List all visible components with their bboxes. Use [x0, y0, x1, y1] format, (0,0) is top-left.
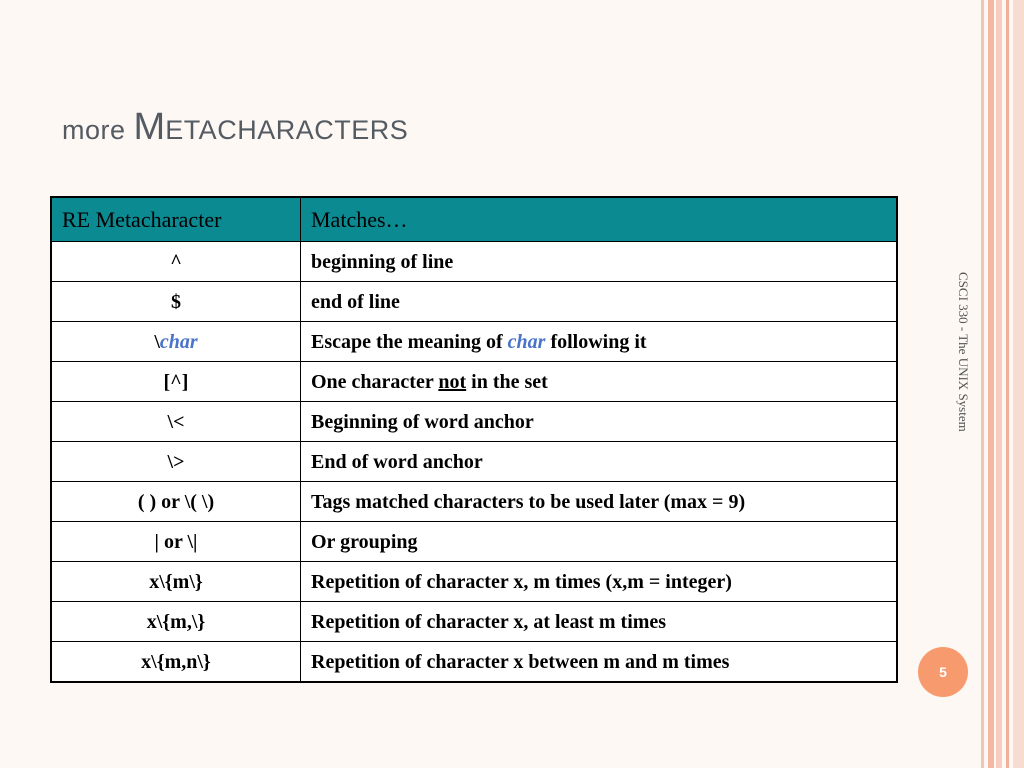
matches-cell: Repetition of character x, m times (x,m = integer) [301, 562, 898, 602]
table-row [51, 482, 897, 522]
table-row [51, 642, 897, 683]
matches-cell: Tags matched characters to be used later (max = 9) [301, 482, 898, 522]
page-number-badge: 5 [918, 647, 968, 697]
matches-italic: char [507, 330, 546, 353]
matches-cell: End of word anchor [301, 442, 898, 482]
matches-pre: One character [311, 370, 439, 393]
title-rest: ETACHARACTERS [165, 115, 409, 145]
table-row [51, 522, 897, 562]
table-row [51, 242, 897, 282]
decor-stripe [988, 0, 994, 768]
meta-cell: $ [51, 282, 301, 322]
matches-cell: Repetition of character x between m and m times [301, 642, 898, 683]
matches-cell: Or grouping [301, 522, 898, 562]
matches-cell [301, 322, 898, 362]
decor-stripe [981, 0, 984, 768]
matches-pre: Escape the meaning of [311, 330, 508, 353]
meta-cell: \> [51, 442, 301, 482]
table-header-row [51, 197, 897, 242]
table-row [51, 562, 897, 602]
title-initial: M [133, 106, 166, 148]
meta-cell: \< [51, 402, 301, 442]
slide-title [62, 108, 408, 146]
slide-footer: CSCI 330 - The UNIX System [956, 272, 971, 432]
table-row [51, 282, 897, 322]
matches-post: following it [545, 330, 647, 353]
meta-cell: [^] [51, 362, 301, 402]
meta-cell: x\{m\} [51, 562, 301, 602]
meta-cell [51, 322, 301, 362]
matches-cell [301, 362, 898, 402]
table-row [51, 402, 897, 442]
matches-cell: Beginning of word anchor [301, 402, 898, 442]
title-prefix: more [62, 115, 134, 145]
table-row [51, 322, 897, 362]
decor-stripe [1013, 0, 1024, 768]
matches-post: in the set [466, 370, 548, 393]
meta-italic: char [159, 330, 198, 353]
table-row [51, 442, 897, 482]
meta-prefix: \ [154, 330, 160, 353]
meta-cell: ^ [51, 242, 301, 282]
decor-stripe [996, 0, 1002, 768]
header-metacharacter: RE Metacharacter [51, 197, 301, 242]
matches-underlined: not [438, 370, 467, 393]
meta-cell: | or \| [51, 522, 301, 562]
table-row [51, 602, 897, 642]
decor-stripe [1006, 0, 1009, 768]
matches-cell: Repetition of character x, at least m times [301, 602, 898, 642]
table-row [51, 362, 897, 402]
meta-cell: ( ) or \( \) [51, 482, 301, 522]
matches-cell: beginning of line [301, 242, 898, 282]
header-matches: Matches… [301, 197, 898, 242]
metacharacter-table [50, 196, 898, 683]
meta-cell: x\{m,\} [51, 602, 301, 642]
meta-cell: x\{m,n\} [51, 642, 301, 683]
matches-cell: end of line [301, 282, 898, 322]
